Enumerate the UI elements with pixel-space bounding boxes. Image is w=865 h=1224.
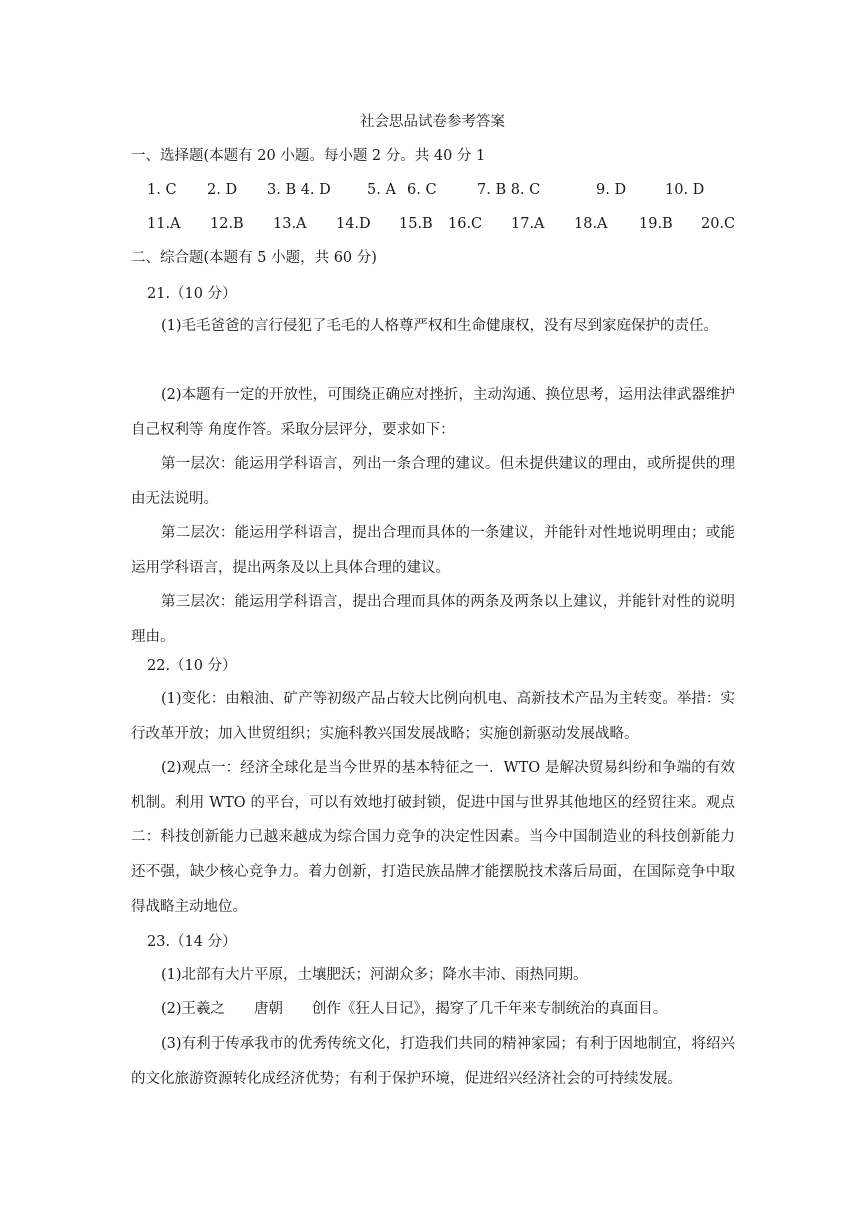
mc-answer: 10. D <box>665 182 705 198</box>
mc-answer: 7. B 8. C <box>477 182 541 198</box>
mc-answer: 14.D <box>336 216 371 232</box>
section2-heading: 二、综合题(本题有 5 小题，共 60 分) <box>131 250 377 266</box>
mc-answer: 3. B 4. D <box>267 182 331 198</box>
question-21-part-1: (1)毛毛爸爸的言行侵犯了毛毛的人格尊严权和生命健康权，没有尽到家庭保护的责任。 <box>161 318 719 334</box>
mc-answer: 5. A <box>367 182 396 198</box>
section1-heading: 一、选择题(本题有 20 小题。每小题 2 分。共 40 分 1 <box>131 148 486 164</box>
question-21-part-2: (2)本题有一定的开放性，可围绕正确应对挫折，主动沟通、换位思考，运用法律武器维护自己权利等 角度作答。采取分层评分，要求如下： <box>131 387 735 438</box>
mc-answer: 18.A <box>574 216 608 232</box>
question-22-part-2: (2)观点一：经济全球化是当今世界的基本特征之一．WTO 是解决贸易纠纷和争端的有效机制。利用 WTO 的平台，可以有效地打破封锁，促进中国与世界其他地区的经贸往来。观点二：科技创新能力已越来越成为综合国力竞争的决定性因素。当今中国制造业的科技创新能力还不强，缺少核心竞争力。着力创新，打造民族品牌才能摆脱技术落后局面，在国际竞争中取得战略主动地位。 <box>131 760 735 915</box>
mc-answer: 6. C <box>407 182 437 198</box>
page-title: 社会思品试卷参考答案 <box>360 114 505 130</box>
mc-answer: 17.A <box>511 216 545 232</box>
question-21-level-3: 第三层次：能运用学科语言，提出合理而具体的两条及两条以上建议，并能针对性的说明理由。 <box>131 594 735 645</box>
question-23-part-1: (1)北部有大片平原，土壤肥沃；河湖众多；降水丰沛、雨热同期。 <box>161 967 588 983</box>
mc-answer: 11.A <box>147 216 181 232</box>
question-21-label: 21.（10 分） <box>147 286 237 302</box>
mc-answer: 19.B <box>639 216 673 232</box>
question-21-level-2: 第二层次：能运用学科语言，提出合理而具体的一条建议，并能针对性地说明理由；或能运用学科语言，提出两条及以上具体合理的建议。 <box>131 525 735 576</box>
mc-answer: 1. C <box>147 182 177 198</box>
question-23-label: 23.（14 分） <box>147 934 237 950</box>
mc-answer: 12.B <box>210 216 244 232</box>
question-22-part-1: (1)变化：由粮油、矿产等初级产品占较大比例向机电、高新技术产品为主转变。举措：实行改革开放；加入世贸组织；实施科教兴国发展战略；实施创新驱动发展战略。 <box>131 691 735 742</box>
question-22-label: 22.（10 分） <box>147 658 237 674</box>
question-21-level-1: 第一层次：能运用学科语言，列出一条合理的建议。但未提供建议的理由，或所提供的理由无法说明。 <box>131 456 735 507</box>
mc-answer: 16.C <box>448 216 483 232</box>
mc-answer: 9. D <box>596 182 627 198</box>
mc-answer: 20.C <box>701 216 736 232</box>
mc-answer: 13.A <box>273 216 307 232</box>
mc-answer: 2. D <box>207 182 238 198</box>
mc-answer: 15.B <box>399 216 433 232</box>
question-23-part-3: (3)有利于传承我市的优秀传统文化，打造我们共同的精神家园；有利于因地制宜，将绍兴的文化旅游资源转化成经济优势；有利于保护环境，促进绍兴经济社会的可持续发展。 <box>131 1036 735 1087</box>
question-23-part-2: (2)王羲之 唐朝 创作《狂人日记》，揭穿了几千年来专制统治的真面目。 <box>161 1001 668 1017</box>
